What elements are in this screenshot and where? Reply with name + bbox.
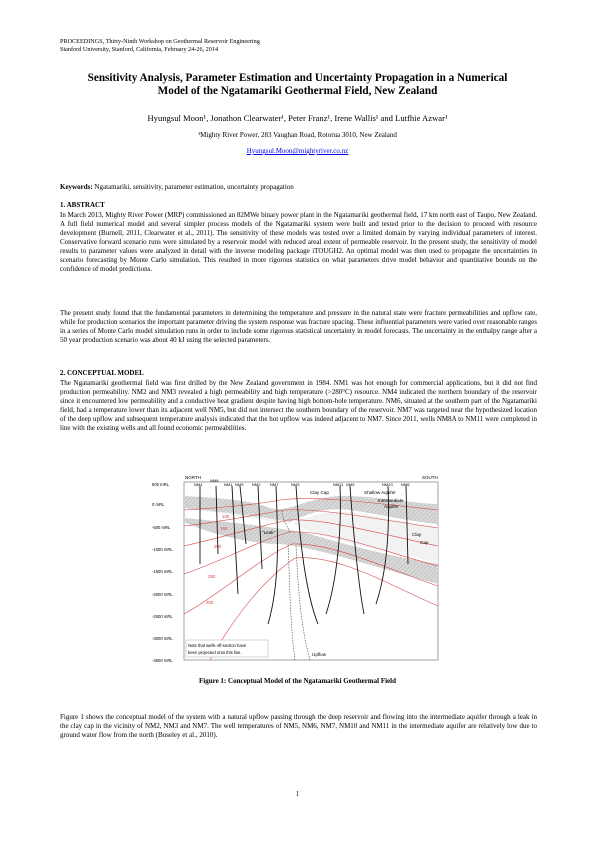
proceedings-header: [60, 38, 260, 54]
clay-cap-right-label-1: Clay: [412, 532, 422, 537]
well-label: NM4: [194, 482, 203, 487]
title-line-1: Sensitivity Analysis, Parameter Estimation and Uncertainty Propagation in a Numerical: [87, 72, 508, 84]
isotherm-label: 200: [214, 544, 222, 549]
shallow-aquifer-label: Shallow Aquifer: [364, 490, 396, 495]
conceptual-model-heading: 2. CONCEPTUAL MODEL: [60, 369, 144, 377]
leak-label: "Leak": [262, 530, 276, 535]
intermediate-aquifer-label-1: Intermediate: [378, 498, 404, 503]
isotherm-label: 300: [206, 600, 214, 605]
authors: Hyungsul Moon¹, Jonathon Clearwater¹, Peter Franz¹, Irene Wallis¹ and Lutfhie Azwar¹: [147, 113, 448, 123]
abstract-paragraph-2: The present study found that the fundamental parameters in determining the temperature and pressure in the natural state were fracture permeabilities and upflow rate, while for production scenarios the important parameter driving the system response was fracture spacing. These influential parameters were varied over reasonable ranges in a series of Monte Carlo model simulation runs in order to include some rigorous statistical uncertainty in model forecasts. The uncertainty in the enthalpy range after a 50 year production scenario was about 40 kJ using the selected parameters.: [60, 309, 537, 344]
affiliation: ¹Mighty River Power, 283 Vaughan Road, Rotorua 3010, New Zealand: [198, 131, 397, 139]
depth-label: -500 mRL: [152, 525, 171, 530]
depth-label: -1500 mRL: [152, 569, 173, 574]
clay-cap-right-label-2: Cap: [420, 540, 429, 545]
well-label: NM8: [210, 478, 219, 483]
depth-label: -3500 mRL: [152, 658, 173, 663]
well-label: NM1: [224, 482, 233, 487]
keywords-text: Ngatamariki, sensitivity, parameter estimation, uncertainty propagation: [92, 183, 294, 191]
depth-label: -1000 mRL: [152, 547, 173, 552]
well-label: NM5: [346, 482, 355, 487]
figure-caption: Figure 1: Conceptual Model of the Ngatamariki Geothermal Field: [198, 677, 396, 685]
isotherm-label: 100: [222, 514, 230, 519]
isotherm-label: 150: [220, 526, 228, 531]
note-line-2: been projected onto this line.: [188, 650, 242, 655]
isotherm-label: 250: [208, 574, 216, 579]
depth-label: -2500 mRL: [152, 614, 173, 619]
well-label: NM2: [252, 482, 261, 487]
clay-cap-top-label: Clay Cap: [310, 490, 329, 495]
page-number: 1: [295, 790, 300, 798]
well-label: NM10: [382, 482, 393, 487]
north-label: NORTH: [185, 475, 201, 480]
keywords-label: Keywords:: [60, 183, 93, 191]
depth-label: 500 mRL: [152, 482, 169, 487]
conceptual-model-paragraph-2: Figure 1 shows the conceptual model of the system with a natural upflow passing through the deep reservoir and flowing into the intermediate aquifer through a leak in the clay cap in the vicinity of NM2, NM3 and NM7. The well temperatures of NM5, NM6, NM7, NM10 and NM11 in the intermediate aquifer are relatively low due to ground water flow from the north (Boseley et al., 2010).: [60, 713, 537, 739]
well-label: NM11: [333, 482, 344, 487]
south-label: SOUTH: [422, 475, 438, 480]
depth-label: -2000 mRL: [152, 592, 173, 597]
keywords: [60, 183, 294, 191]
intermediate-aquifer-label-2: Aquifer: [384, 504, 399, 509]
well-label: NM6: [401, 482, 410, 487]
abstract-heading: 1. ABSTRACT: [60, 201, 105, 209]
upflow-label: Upflow: [312, 652, 327, 657]
abstract-paragraph-1: In March 2013, Mighty River Power (MRP) commissioned an 82MWe binary power plant in the Ngatamariki geothermal field, 17 km north east of Taupo, New Zealand. A full field numerical model and several simpler process models of the Ngatamariki system were built and tested prior to the decision to proceed with resource development (Burnell, 2011, Clearwater et al., 2011). The sensitivity of these models was tested over a limited domain by varying individual parameters of interest. Conservative forward scenario runs were simulated by a reservoir model with reduced areal extent of permeable reservoir. In the present study, the sensitivity of model results to parameter values were analyzed in detail with the inverse modeling package iTOUGH2. An optimal model was then used to propagate the uncertainties in scenario forecasting by Monte Carlo simulation. This resulted in more rigorous statistics on what parameters drive model behavior and quantitative bounds on the confidence of model predictions.: [60, 211, 537, 273]
conceptual-model-paragraph-1: The Ngatamariki geothermal field was first drilled by the New Zealand government in 1984. NM1 was hot enough for commercial applications, but it did not find production permeability. NM2 and NM3 revealed a high permeability and high temperature (>280°C) resource. NM4 indicated the northern boundary of the reservoir since it encountered low permeability and a conductive heat gradient despite having high bottom-hole temperature. NM6, situated at the southern part of the Ngatamariki field, had a temperature lower than its adjacent well NM5, but did not intersect the southern boundary of the reservoir. NM7 was targeted near the hypothesized location of the deep upflow and subsequent temperature analysis indicated that the hot upflow was indeed adjacent to NM7. Since 2011, wells NM8A to NM11 were completed in line with the existing wells and all found economic permeabilities.: [60, 379, 537, 432]
paper-title: [60, 72, 535, 99]
conceptual-model-figure: [150, 474, 445, 664]
note-line-1: Note that wells off-section have: [188, 643, 247, 648]
depth-label: 0 mRL: [152, 502, 165, 507]
title-line-2: Model of the Ngatamariki Geothermal Field, New Zealand: [157, 85, 438, 98]
depth-label: -3000 mRL: [152, 636, 173, 641]
email-link[interactable]: Hyungsul.Moon@mightyriver.co.nz: [246, 147, 349, 155]
header-line-1: PROCEEDINGS, Thirty-Ninth Workshop on Geothermal Reservoir Engineering: [60, 38, 260, 45]
header-line-2: Stanford University, Stanford, California, February 24-26, 2014: [60, 46, 219, 53]
well-label: NM7: [270, 482, 279, 487]
well-label: NM9: [235, 482, 244, 487]
well-label: NM3: [291, 482, 300, 487]
